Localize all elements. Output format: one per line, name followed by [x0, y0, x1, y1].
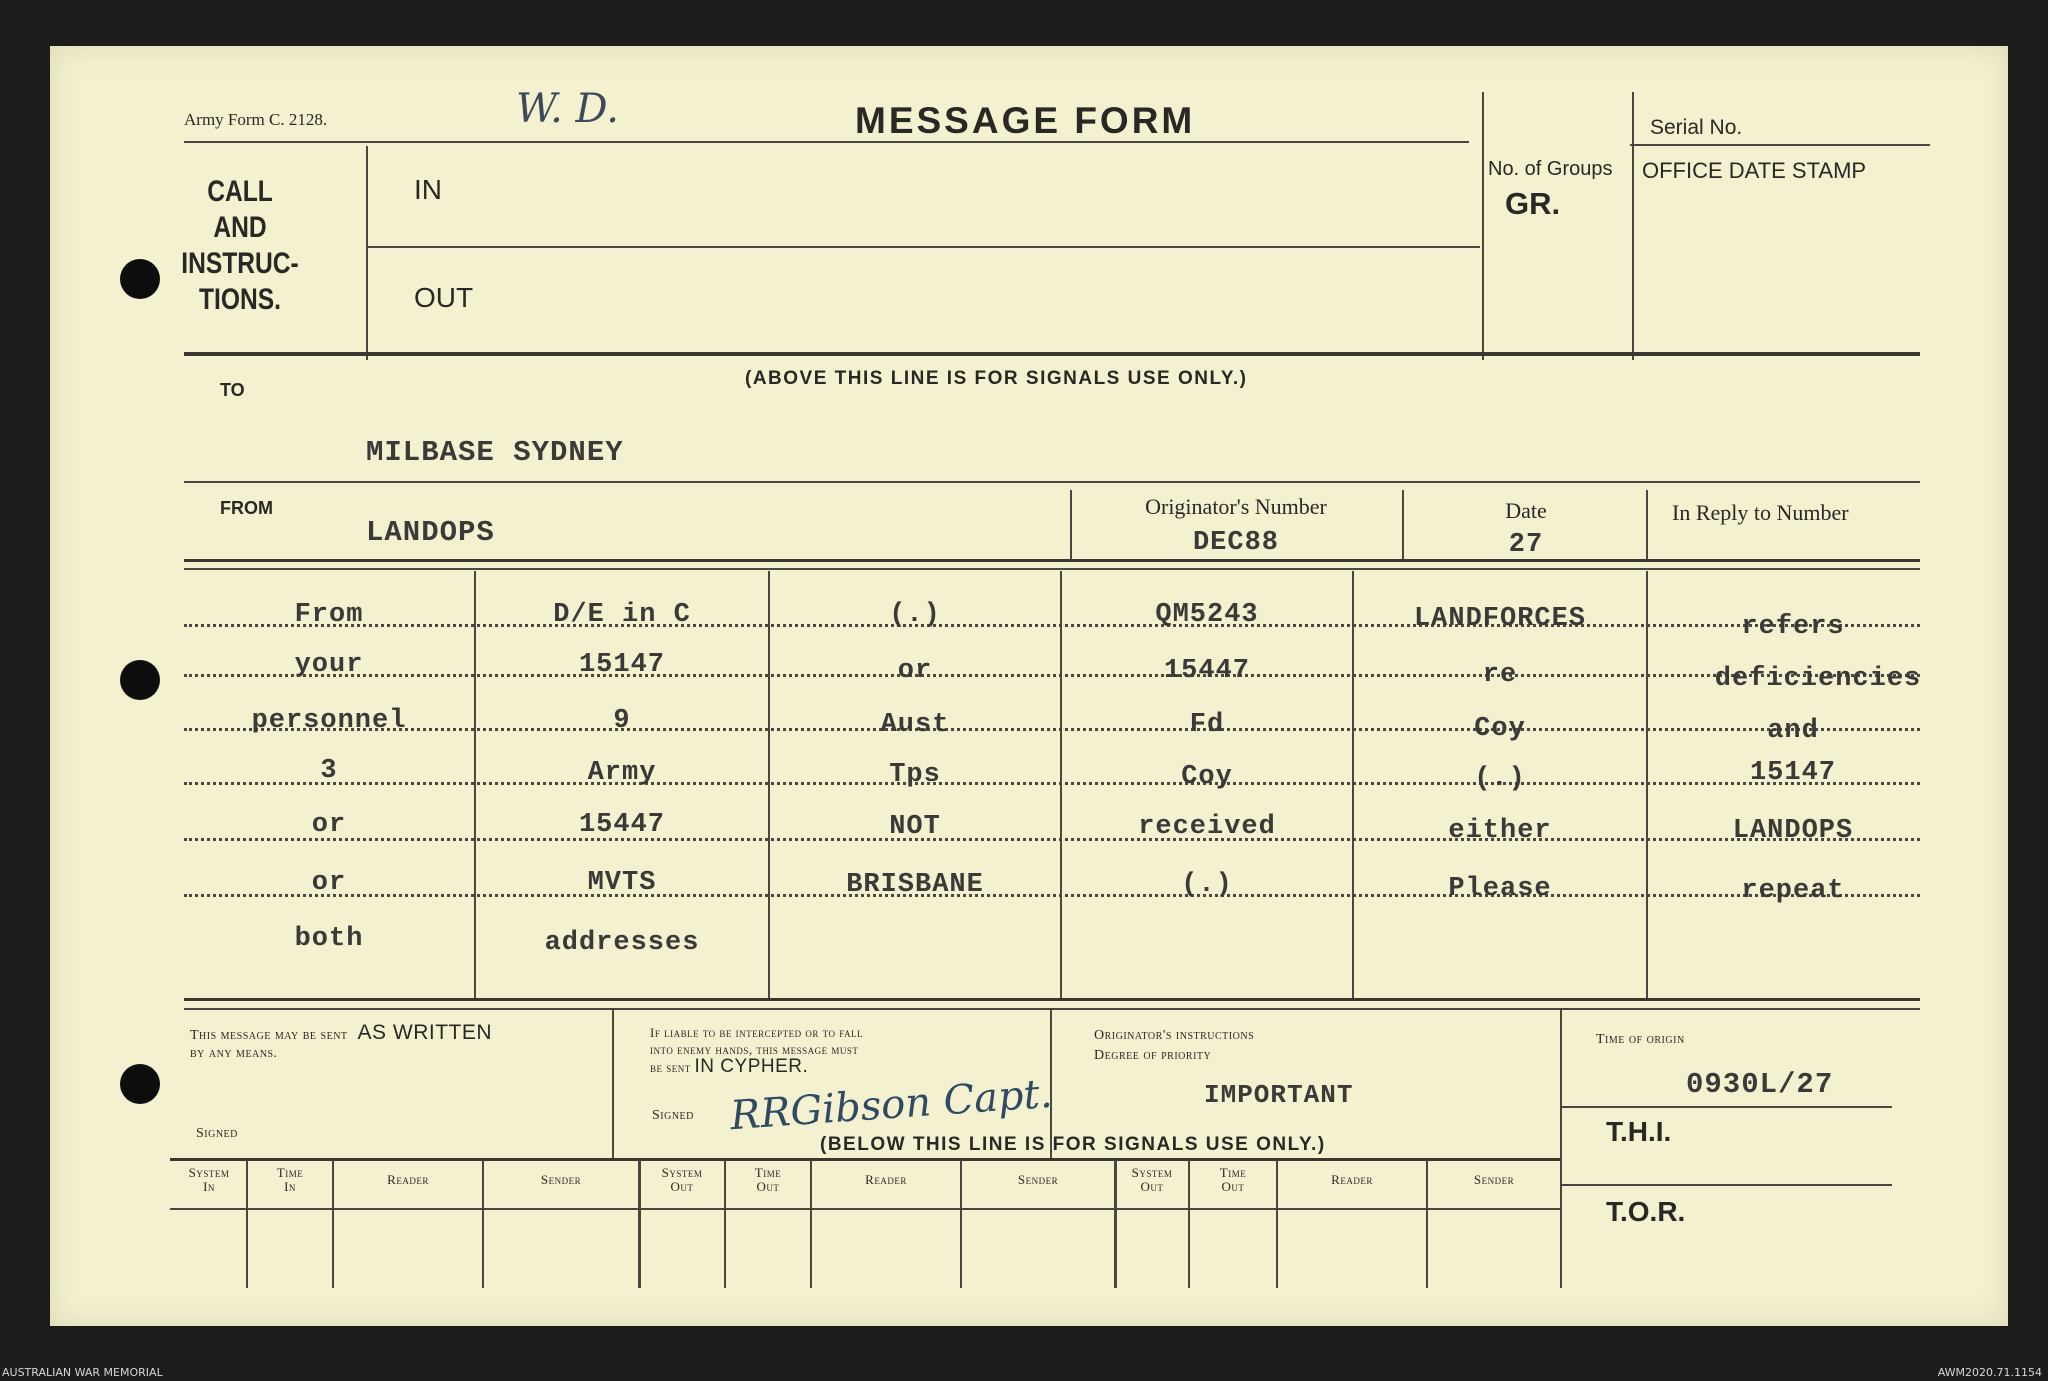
call-divider [366, 146, 368, 360]
signal-header: System In [188, 1165, 230, 1194]
message-word: 15147 [578, 650, 665, 680]
message-word: 15447 [578, 810, 665, 840]
signal-header: Time Out [754, 1165, 782, 1194]
message-top-line-2 [184, 568, 1920, 570]
message-word: refers [1741, 612, 1845, 642]
message-word: deficiencies [1714, 664, 1922, 694]
message-word: (.) [889, 600, 941, 630]
groups-label: No. of Groups [1488, 158, 1613, 180]
message-word: (.) [1181, 870, 1233, 900]
serial-label: Serial No. [1650, 116, 1743, 139]
signals-note-below: (BELOW THIS LINE IS FOR SIGNALS USE ONLY.) [820, 1134, 1326, 1155]
signal-header: Sender [1017, 1172, 1059, 1187]
originator-instructions: Originator's instructions Degree of priority [1094, 1028, 1255, 1063]
message-word: QM5243 [1155, 600, 1259, 630]
message-word: Tps [889, 760, 941, 790]
call-instructions-label: CALL AND INSTRUC- TIONS. [181, 175, 299, 316]
message-word: 3 [320, 756, 338, 786]
message-word: received [1138, 812, 1276, 842]
message-word: Aust [880, 710, 950, 740]
title-underline [184, 141, 1469, 143]
message-word: personnel [251, 706, 407, 736]
to-label: TO [220, 380, 245, 400]
message-word: Please [1448, 874, 1552, 904]
tor-label: T.O.R. [1606, 1196, 1686, 1227]
originator-label: Originator's Number [1145, 494, 1327, 519]
time-origin-label: Time of origin [1596, 1032, 1685, 1047]
form-number: Army Form C. 2128. [184, 110, 328, 129]
message-word: addresses [544, 928, 700, 958]
message-word: From [294, 600, 364, 630]
from-value: LANDOPS [366, 516, 495, 549]
originator-value: DEC88 [1192, 528, 1279, 558]
office-date-stamp-label: OFFICE DATE STAMP [1642, 158, 1867, 183]
signal-header: System Out [661, 1165, 703, 1194]
cypher-note: If liable to be intercepted or to fall into enemy hands, this message must be sent IN CYPHER. [650, 1025, 864, 1077]
to-underline [184, 481, 1920, 483]
serial-underline [1630, 144, 1930, 146]
message-bottom-line-2 [184, 1008, 1920, 1010]
groups-divider-left [1482, 92, 1484, 360]
message-word: or [311, 868, 347, 898]
may-be-sent-text: This message may be sent AS WRITTEN by any means. [190, 1021, 493, 1061]
message-word: Army [587, 758, 657, 788]
out-label: OUT [414, 282, 474, 313]
signal-header: Reader [865, 1172, 907, 1187]
time-origin-underline [1562, 1106, 1892, 1108]
handwritten-mark: W. D. [516, 86, 619, 132]
priority-value: IMPORTANT [1204, 1080, 1354, 1110]
thi-underline [1562, 1184, 1892, 1186]
in-label: IN [414, 174, 442, 205]
signal-header: Time Out [1219, 1165, 1247, 1194]
signal-header: Sender [1473, 1172, 1515, 1187]
message-word: and [1767, 716, 1819, 746]
signal-header: Reader [1331, 1172, 1373, 1187]
message-word: 15147 [1749, 758, 1836, 788]
date-label: Date [1505, 498, 1547, 523]
footer-divider [612, 1010, 614, 1158]
thi-label: T.H.I. [1606, 1116, 1672, 1147]
punch-hole-bottom [120, 1064, 160, 1104]
message-bottom-line [184, 998, 1920, 1001]
message-word: Fd [1189, 710, 1225, 740]
message-word: re [1482, 660, 1518, 690]
signal-header: Reader [387, 1172, 429, 1187]
message-word: D/E in C [553, 600, 691, 630]
to-value: MILBASE SYDNEY [366, 436, 624, 469]
punch-hole-top [120, 259, 160, 299]
message-word: LANDFORCES [1413, 604, 1587, 634]
message-word: Coy [1181, 762, 1233, 792]
punch-hole-middle [120, 660, 160, 700]
signals-note-above: (ABOVE THIS LINE IS FOR SIGNALS USE ONLY.) [745, 368, 1248, 389]
in-out-divider [368, 246, 1480, 248]
message-word: either [1448, 816, 1552, 846]
signature: RRGibson Capt. [728, 1070, 1054, 1140]
signals-bottom-line [170, 1158, 1560, 1161]
groups-value: GR. [1505, 186, 1561, 221]
message-word: Coy [1474, 714, 1526, 744]
message-word: LANDOPS [1732, 816, 1854, 846]
message-word: or [897, 656, 933, 686]
message-word: both [294, 924, 364, 954]
message-word: your [294, 650, 364, 680]
signal-header: Time In [276, 1165, 304, 1194]
signed-label: Signed [196, 1126, 238, 1141]
time-origin-value: 0930L/27 [1686, 1068, 1834, 1101]
date-value: 27 [1508, 530, 1544, 560]
form-title: MESSAGE FORM [855, 100, 1196, 141]
message-word: or [311, 810, 347, 840]
archive-caption-left: AUSTRALIAN WAR MEMORIAL [2, 1366, 163, 1379]
reply-label: In Reply to Number [1672, 500, 1849, 525]
message-word: 9 [613, 706, 631, 736]
signed-label-2: Signed [652, 1108, 694, 1123]
archive-caption-right: AWM2020.71.1154 [1937, 1366, 2042, 1379]
signal-header: Sender [540, 1172, 582, 1187]
message-word: NOT [889, 812, 941, 842]
groups-divider-right [1632, 92, 1634, 360]
message-form-paper [50, 46, 2008, 1326]
signals-top-line [184, 352, 1920, 356]
signal-header: System Out [1131, 1165, 1173, 1194]
from-label: FROM [220, 498, 273, 518]
message-word: repeat [1741, 876, 1845, 906]
time-origin-divider [1560, 1010, 1562, 1288]
message-word: MVTS [587, 868, 657, 898]
signal-table-header-line [170, 1208, 1560, 1210]
message-word: (.) [1474, 764, 1526, 794]
reply-divider [1646, 490, 1648, 560]
message-top-line [184, 559, 1920, 562]
message-word: BRISBANE [846, 870, 984, 900]
message-word: 15447 [1163, 656, 1250, 686]
